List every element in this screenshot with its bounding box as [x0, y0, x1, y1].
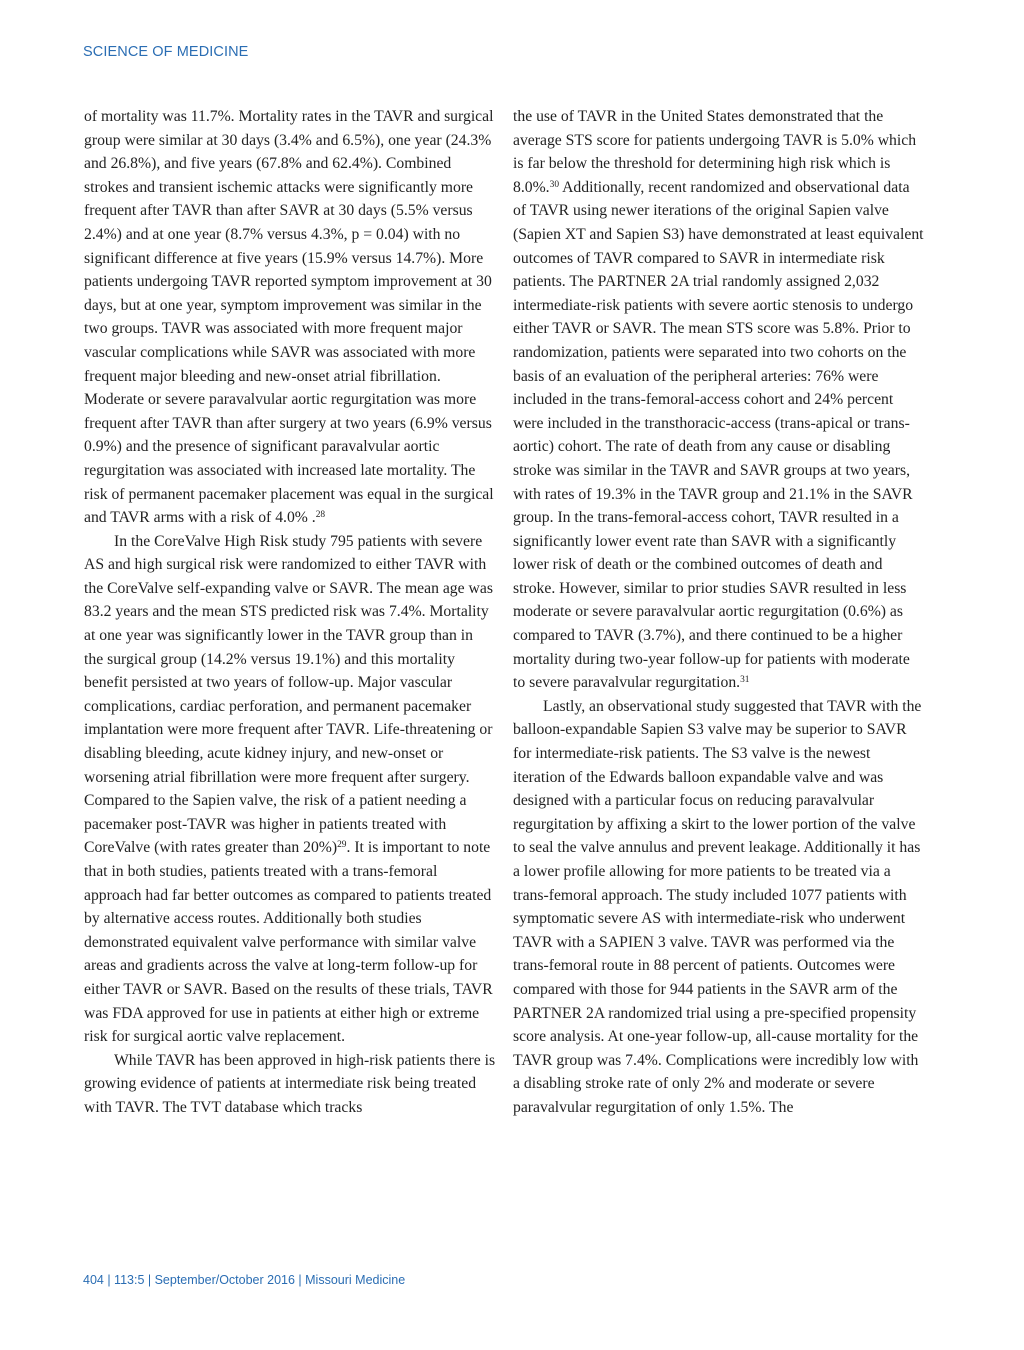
paragraph-text: of mortality was 11.7%. Mortality rates in the TAVR and surgical group were similar at 30 days (3.4% and 6.5%), one year (24.3% and 26.8%), and five years (67.8% and 62.4%). Combined strokes and transient ischemic attacks were significantly more frequent after TAVR than after SAVR at 30 days (5.5% versus 2.4%) and at one year (8.7% versus 4.3%, p = 0.04) with no significant difference at five years (15.9% versus 14.7%). More patients undergoing TAVR reported symptom improvement at 30 days, but at one year, symptom improvement was similar in the two groups. TAVR was associated with more frequent major vascular complications while SAVR was associated with more frequent major bleeding and new-onset atrial fibrillation. Moderate or severe paravalvular aortic regurgitation was more frequent after TAVR than after surgery at two years (6.9% versus 0.9%) and the presence of significant paravalvular aortic regurgitation was associated with increased late mortality. The risk of permanent pacemaker placement was equal in the surgical and TAVR arms with a risk of 4.0% . — [84, 108, 494, 527]
section-header: SCIENCE OF MEDICINE — [83, 44, 249, 60]
reference-superscript: 29 — [337, 840, 347, 851]
right-column — [513, 105, 925, 1120]
reference-superscript: 28 — [315, 509, 326, 520]
paragraph-text: While TAVR has been approved in high-risk patients there is growing evidence of patients at intermediate risk being treated with TAVR. The TVT database which tracks — [84, 1051, 496, 1116]
reference-superscript: 31 — [740, 675, 750, 686]
paragraph-text: the use of TAVR in the United States demonstrated that the average STS score for patients undergoing TAVR is 5.0% which is far below the threshold for determining high risk which is 8.0%. — [513, 108, 917, 196]
paragraph — [513, 695, 925, 1120]
paragraph-text: In the CoreValve High Risk study 795 patients with severe AS and high surgical risk were randomized to either TAVR with the CoreValve self-expanding valve or SAVR. The mean age was 83.2 years and the mean STS predicted risk was 7.4%. Mortality at one year was significantly lower in the TAVR group than in the surgical group (14.2% versus 19.1%) and this mortality benefit persisted at two years of follow-up. Major vascular complications, cardiac perforation, and permanent pacemaker implantation were more frequent after TAVR. Life-threatening or disabling bleeding, acute kidney injury, and new-onset or worsening atrial fibrillation were more frequent after surgery. Compared to the Sapien valve, the risk of a patient needing a pacemaker post-TAVR was higher in patients treated with CoreValve (with rates greater than 20%) — [84, 532, 493, 857]
paragraph — [513, 105, 925, 695]
paragraph — [84, 530, 496, 1049]
page-footer: 404 | 113:5 | September/October 2016 | Missouri Medicine — [83, 1273, 406, 1287]
paragraph — [84, 1049, 496, 1120]
left-column — [84, 105, 496, 1120]
paragraph-text: Additionally, recent randomized and observational data of TAVR using newer iterations of the original Sapien valve (Sapien XT and Sapien S3) have demonstrated at least equivalent outcomes of TAVR compared to SAVR in intermediate risk patients. The PARTNER 2A trial randomly assigned 2,032 intermediate-risk patients with severe aortic stenosis to undergo either TAVR or SAVR. The mean STS score was 5.8%. Prior to randomization, patients were separated into two cohorts on the basis of an evaluation of the peripheral arteries: 76% were included in the trans-femoral-access cohort and 24% percent were included in the transthoracic-access (trans-apical or trans-aortic) cohort. The rate of death from any cause or disabling stroke was similar in the TAVR and SAVR groups at two years, with rates of 19.3% in the TAVR group and 21.1% in the SAVR group. In the trans-femoral-access cohort, TAVR resulted in a significantly lower event rate than SAVR with a significantly lower risk of death or the combined outcomes of death and stroke. However, similar to prior studies SAVR resulted in less moderate or severe paravalvular aortic regurgitation (0.6%) as compared to TAVR (3.7%), and there continued to be a higher mortality during two-year follow-up for patients with moderate to severe paravalvular regurgitation. — [513, 178, 924, 692]
reference-superscript: 30 — [549, 179, 560, 190]
paragraph-text: . It is important to note that in both studies, patients treated with a trans-femoral approach had far better outcomes as compared to patients treated by alternative access routes. Additionally both studies demonstrated equivalent valve performance with similar valve areas and gradients across the valve at long-term follow-up for either TAVR or SAVR. Based on the results of these trials, TAVR was FDA approved for use in patients at either high or extreme risk for surgical aortic valve replacement. — [84, 839, 493, 1046]
paragraph-text: Lastly, an observational study suggested that TAVR with the balloon-expandable Sapien S3 valve may be superior to SAVR for intermediate-risk patients. The S3 valve is the newest iteration of the Edwards balloon expandable valve and was designed with a particular focus on reducing paravalvular regurgitation by affixing a skirt to the lower portion of the valve to seal the valve annulus and prevent leakage. Additionally it has a lower profile allowing for more patients to be treated via a trans-femoral approach. The study included 1077 patients with symptomatic severe AS with intermediate-risk who underwent TAVR with a SAPIEN 3 valve. TAVR was performed via the trans-femoral route in 88 percent of patients. Outcomes were compared with those for 944 patients in the SAVR arm of the PARTNER 2A randomized trial using a pre-specified propensity score analysis. At one-year follow-up, all-cause mortality for the TAVR group was 7.4%. Complications were incredibly low with a disabling stroke rate of only 2% and moderate or severe paravalvular regurgitation of only 1.5%. The — [513, 697, 922, 1116]
paragraph — [84, 105, 496, 530]
